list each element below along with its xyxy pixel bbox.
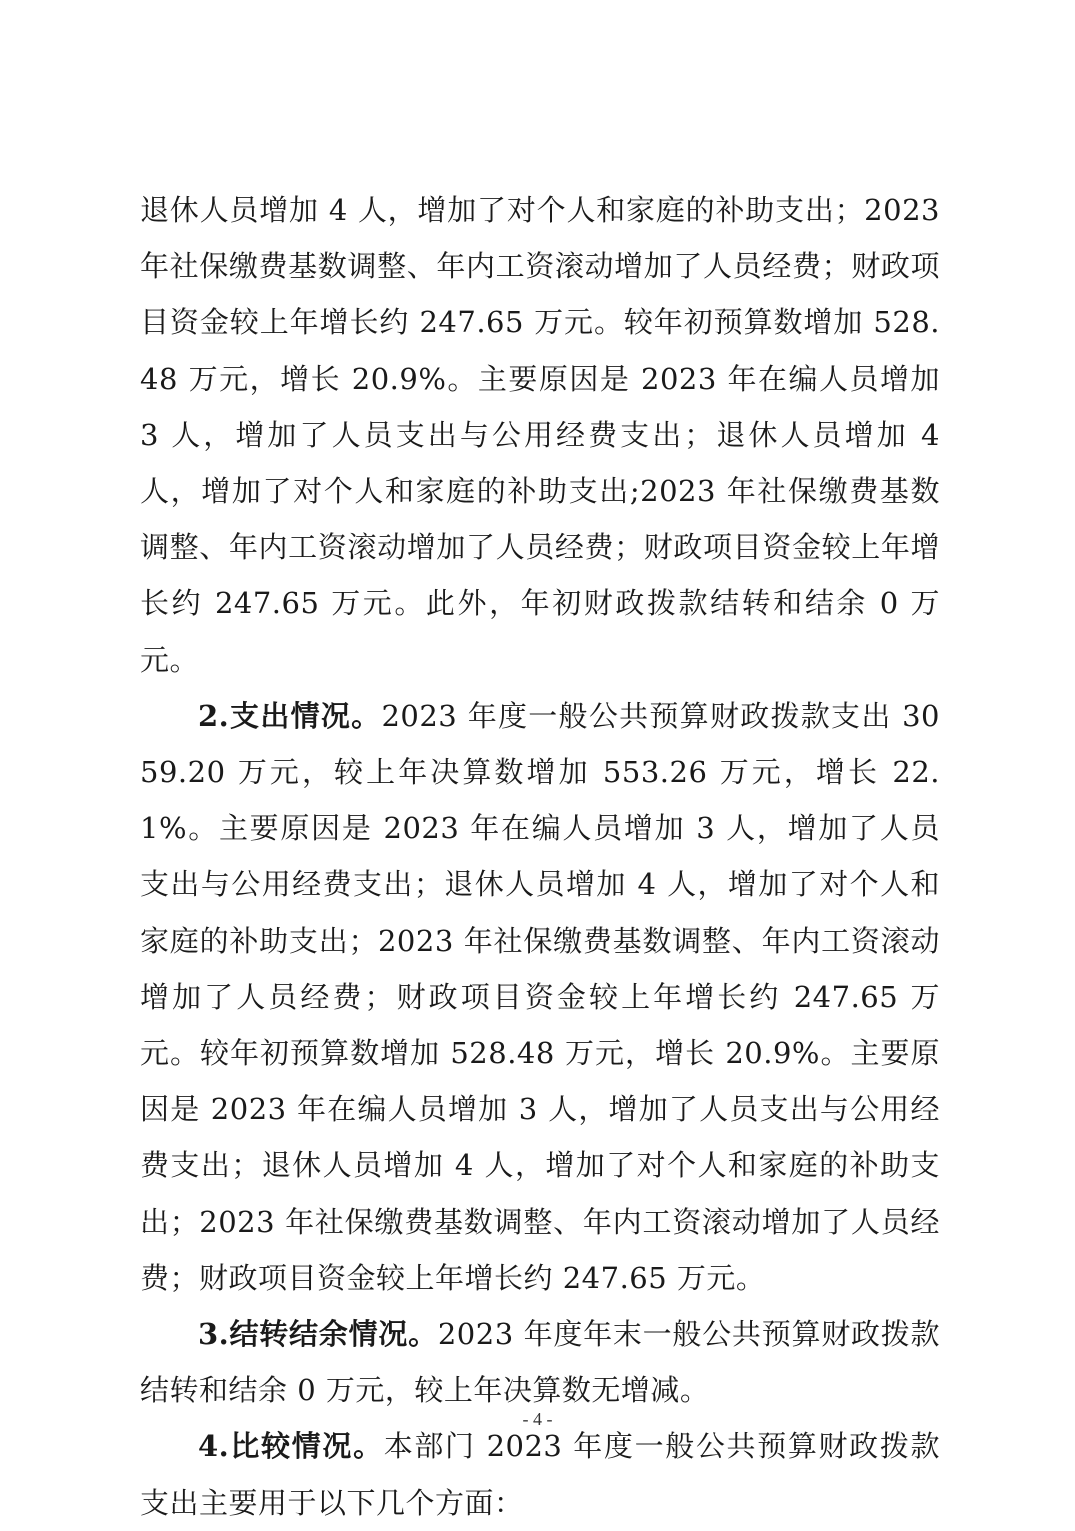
paragraph-heading: 2.支出情况。: [198, 698, 382, 733]
page-number: - 4 -: [522, 1409, 553, 1429]
paragraph-text: 本部门 2023 年度一般公共预算财政拨款支出主要用于以下几个方面：: [140, 1429, 940, 1520]
paragraph-carryover: [140, 1306, 940, 1418]
document-body: [140, 182, 940, 1531]
paragraph-text: 2023 年度年末一般公共预算财政拨款结转和结余 0 万元，较上年决算数无增减。: [140, 1317, 940, 1408]
paragraph-comparison: [140, 1418, 940, 1530]
paragraph-text: 2023 年度一般公共预算财政拨款支出 3059.20 万元，较上年决算数增加 553.26 万元，增长 22.1%。主要原因是 2023 年在编人员增加 3 人，增加了人员支出与公用经费支出；退休人员增加 4 人，增加了对个人和家庭的补助支出；2023 年社保缴费基数调整、年内工资滚动增加了人员经费；财政项目资金较上年增长约 247.65 万元。较年初预算数增加 528.48 万元，增长 20.9%。主要原因是 2023 年在编人员增加 3 人，增加了人员支出与公用经费支出；退休人员增加 4 人，增加了对个人和家庭的补助支出；2023 年社保缴费基数调整、年内工资滚动增加了人员经费；财政项目资金较上年增长约 247.65 万元。: [140, 698, 940, 1295]
paragraph-continuation: [140, 182, 940, 688]
paragraph-expenditure: [140, 688, 940, 1306]
paragraph-text: 退休人员增加 4 人，增加了对个人和家庭的补助支出；2023 年社保缴费基数调整、年内工资滚动增加了人员经费；财政项目资金较上年增长约 247.65 万元。较年初预算数增加 528.48 万元，增长 20.9%。主要原因是 2023 年在编人员增加 3 人，增加了人员支出与公用经费支出；退休人员增加 4 人，增加了对个人和家庭的补助支出;2023 年社保缴费基数调整、年内工资滚动增加了人员经费；财政项目资金较上年增长约 247.65 万元。此外，年初财政拨款结转和结余 0 万元。: [140, 193, 940, 677]
paragraph-heading: 4.比较情况。: [198, 1429, 384, 1464]
paragraph-heading: 3.结转结余情况。: [198, 1317, 438, 1352]
